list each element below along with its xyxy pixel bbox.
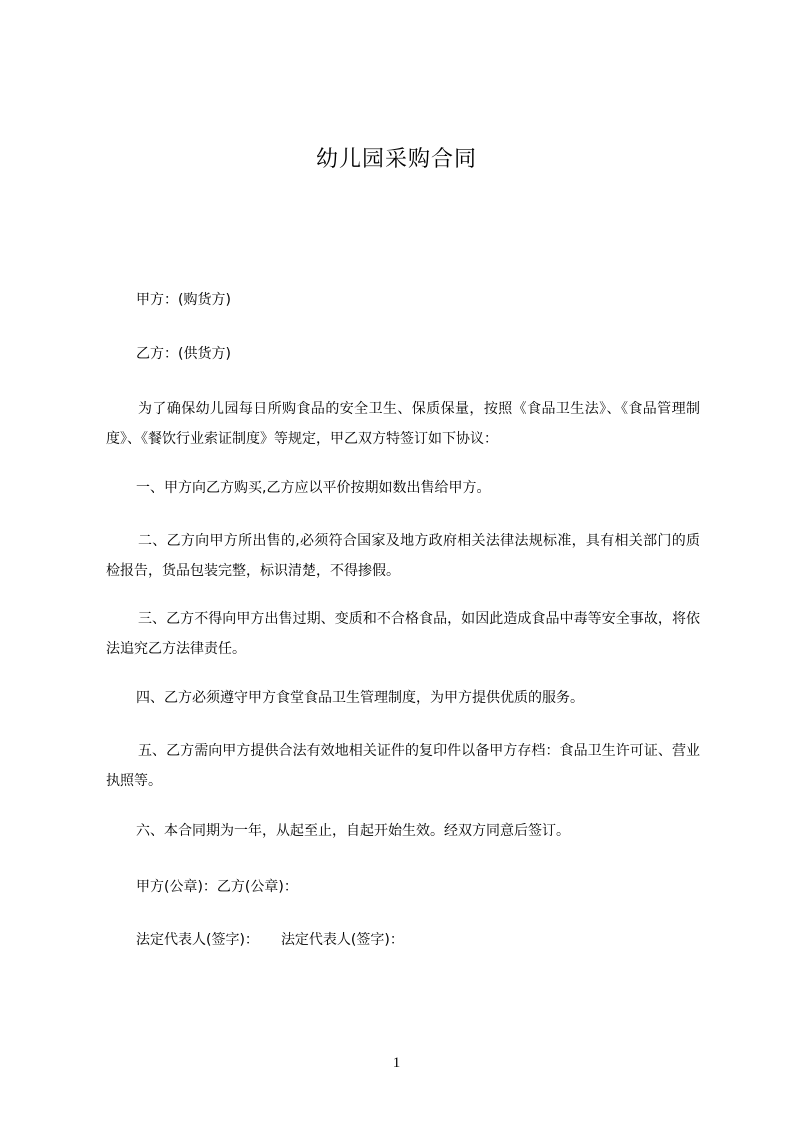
intro-paragraph: 为了确保幼儿园每日所购食品的安全卫生、保质保量，按照《食品卫生法》、《食品管理制度》、《餐饮行业索证制度》等规定，甲乙双方特签订如下协议： — [106, 401, 700, 447]
clause-1: 一、甲方向乙方购买,乙方应以平价按期如数出售给甲方。 — [136, 480, 491, 496]
signature-line — [136, 930, 404, 950]
clause-4: 四、乙方必须遵守甲方食堂食品卫生管理制度，为甲方提供优质的服务。 — [136, 690, 584, 706]
clause-3: 三、乙方不得向甲方出售过期、变质和不合格食品，如因此造成食品中毒等安全事故，将依法追究乙方法律责任。 — [106, 611, 700, 657]
clause-6: 六、本合同期为一年，从起至止，自起开始生效。经双方同意后签订。 — [136, 823, 570, 839]
clause-5: 五、乙方需向甲方提供合法有效地相关证件的复印件以备甲方存档：食品卫生许可证、营业执照等。 — [106, 743, 700, 789]
page-title: 幼儿园采购合同 — [315, 147, 477, 172]
seal-line: 甲方(公章)：乙方(公章)： — [136, 879, 298, 895]
signature-party-b: 法定代表人(签字)： — [280, 932, 404, 948]
signature-party-a: 法定代表人(签字)： — [136, 932, 259, 948]
party-a-line: 甲方：(购货方) — [136, 292, 231, 308]
clause-2: 二、乙方向甲方所出售的,必须符合国家及地方政府相关法律法规标准，具有相关部门的质检报告，货品包装完整，标识清楚，不得掺假。 — [106, 533, 700, 579]
party-b-line: 乙方：(供货方) — [136, 346, 231, 362]
page-number: 1 — [392, 1055, 401, 1071]
